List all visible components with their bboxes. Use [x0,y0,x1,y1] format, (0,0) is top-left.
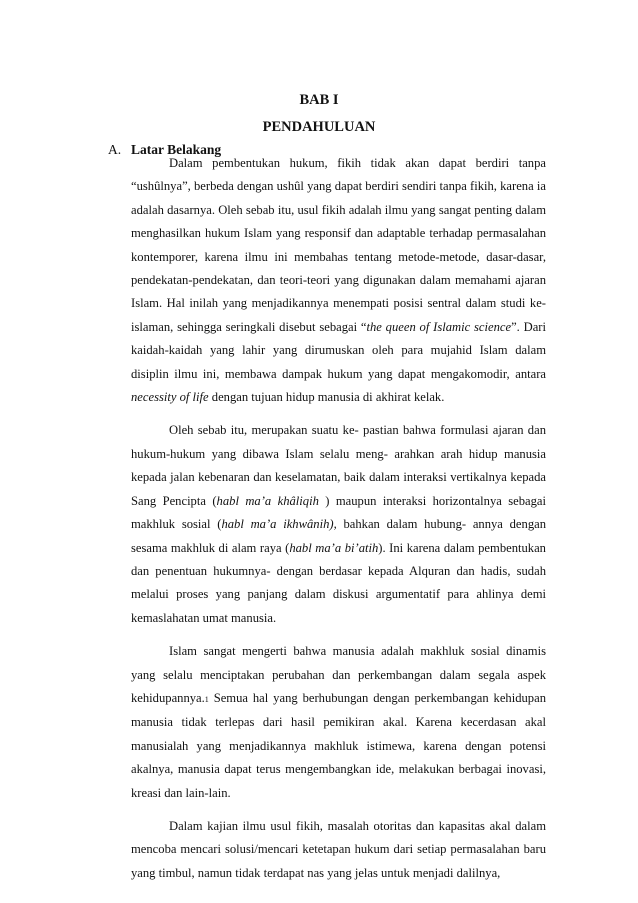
paragraph-3 [131,640,546,805]
paragraph-2-text-g: ). Ini karena dalam pembentukan dan penentuan hukumnya- dengan berdasar kepada Alquran dan hadis, sudah melalui proses yang panjang dalam diskusi argumentatif para ahlinya demi kemaslahatan umat manusia. [131,540,546,625]
paragraph-3-text-b: Semua hal yang berhubungan dengan perkembangan kehidupan manusia tidak terlepas dari hasil pemikiran akal. Karena kecerdasan akal manusialah yang menjadikannya makhluk istimewa, karena dengan potensi akalnya, manusia dapat terus mengembangkan ide, melakukan berbagai inovasi, kreasi dan lain-lain. [131,690,546,800]
chapter-title: PENDAHULUAN [262,119,376,135]
paragraph-2-italic-ikhwanih: habl ma’a ikhwânih), [221,517,337,532]
paragraph-2-text-e: bahkan dalam hubung- annya dengan sesama makhluk di alam raya ( [131,517,547,555]
paragraph-1-italic-queen: the queen of Islamic science [366,319,512,334]
paragraph-1-text-c: ”. Dari kaidah-kaidah yang lahir yang dirumuskan oleh para mujahid Islam dalam disiplin ilmu ini, membawa dampak hukum yang dapat mengakomodir, antara [131,319,546,381]
section-letter: A. [108,142,122,157]
body-text [131,152,546,895]
footnote-marker: 1 [204,694,209,704]
paragraph-3-text-a: Islam sangat mengerti bahwa manusia adalah makhluk sosial dinamis yang selalu menciptakan perubahan dan perkembangan dalam segala aspek kehidupannya. [131,644,546,705]
paragraph-1-text-a: Dalam pembentukan hukum, fikih tidak akan dapat berdiri tanpa “ushûlnya”, berbeda dengan ushûl yang dapat berdiri sendiri tanpa fikih, karena ia adalah dasarnya. Oleh sebab itu, usul fikih adalah ilmu yang sangat penting dalam menghasilkan hukum Islam yang responsif dan adaptable terhadap permasalahan kontemporer, karena ilmu ini membahas tentang metode-metode, dasar-dasar, pendekatan-pendekatan, dan teori-teori yang digunakan dalam memahami ajaran Islam. Hal inilah yang menjadikannya menempati posisi sentral dalam studi ke- islaman, sehingga seringkali disebut sebagai “ [131,156,546,334]
paragraph-4 [131,815,546,885]
paragraph-1-text-e: dengan tujuan hidup manusia di akhirat kelak. [208,390,445,405]
paragraph-1 [131,152,546,409]
paragraph-2-text-a: Oleh sebab itu, merupakan suatu ke- pastian bahwa formulasi ajaran dan hukum-hukum yang dibawa Islam selalu meng- arahkan arah hidup manusia kepada jalan kebenaran dan keselamatan, baik dalam interaksi vertikalnya kepada Sang Pencipta ( [131,423,546,508]
paragraph-4-text-a: Dalam kajian ilmu usul fikih, masalah otoritas dan kapasitas akal dalam mencoba mencari solusi/mencari ketetapan hukum dari setiap permasalahan baru yang timbul, namun tidak terdapat nas yang jelas untuk menjadi dalilnya, [131,818,546,880]
paragraph-2-italic-biatih: habl ma’a bi’atih [289,540,379,555]
paragraph-1-italic-necessity: necessity of life [131,390,209,405]
section-title: Latar Belakang [131,142,222,157]
chapter-number: BAB I [299,92,339,108]
paragraph-2-text-c: ) maupun interaksi horizontalnya sebagai makhluk sosial ( [131,493,547,532]
paragraph-2-italic-khaliqih: habl ma’a khâliqih [216,493,319,508]
paragraph-2 [131,419,546,630]
